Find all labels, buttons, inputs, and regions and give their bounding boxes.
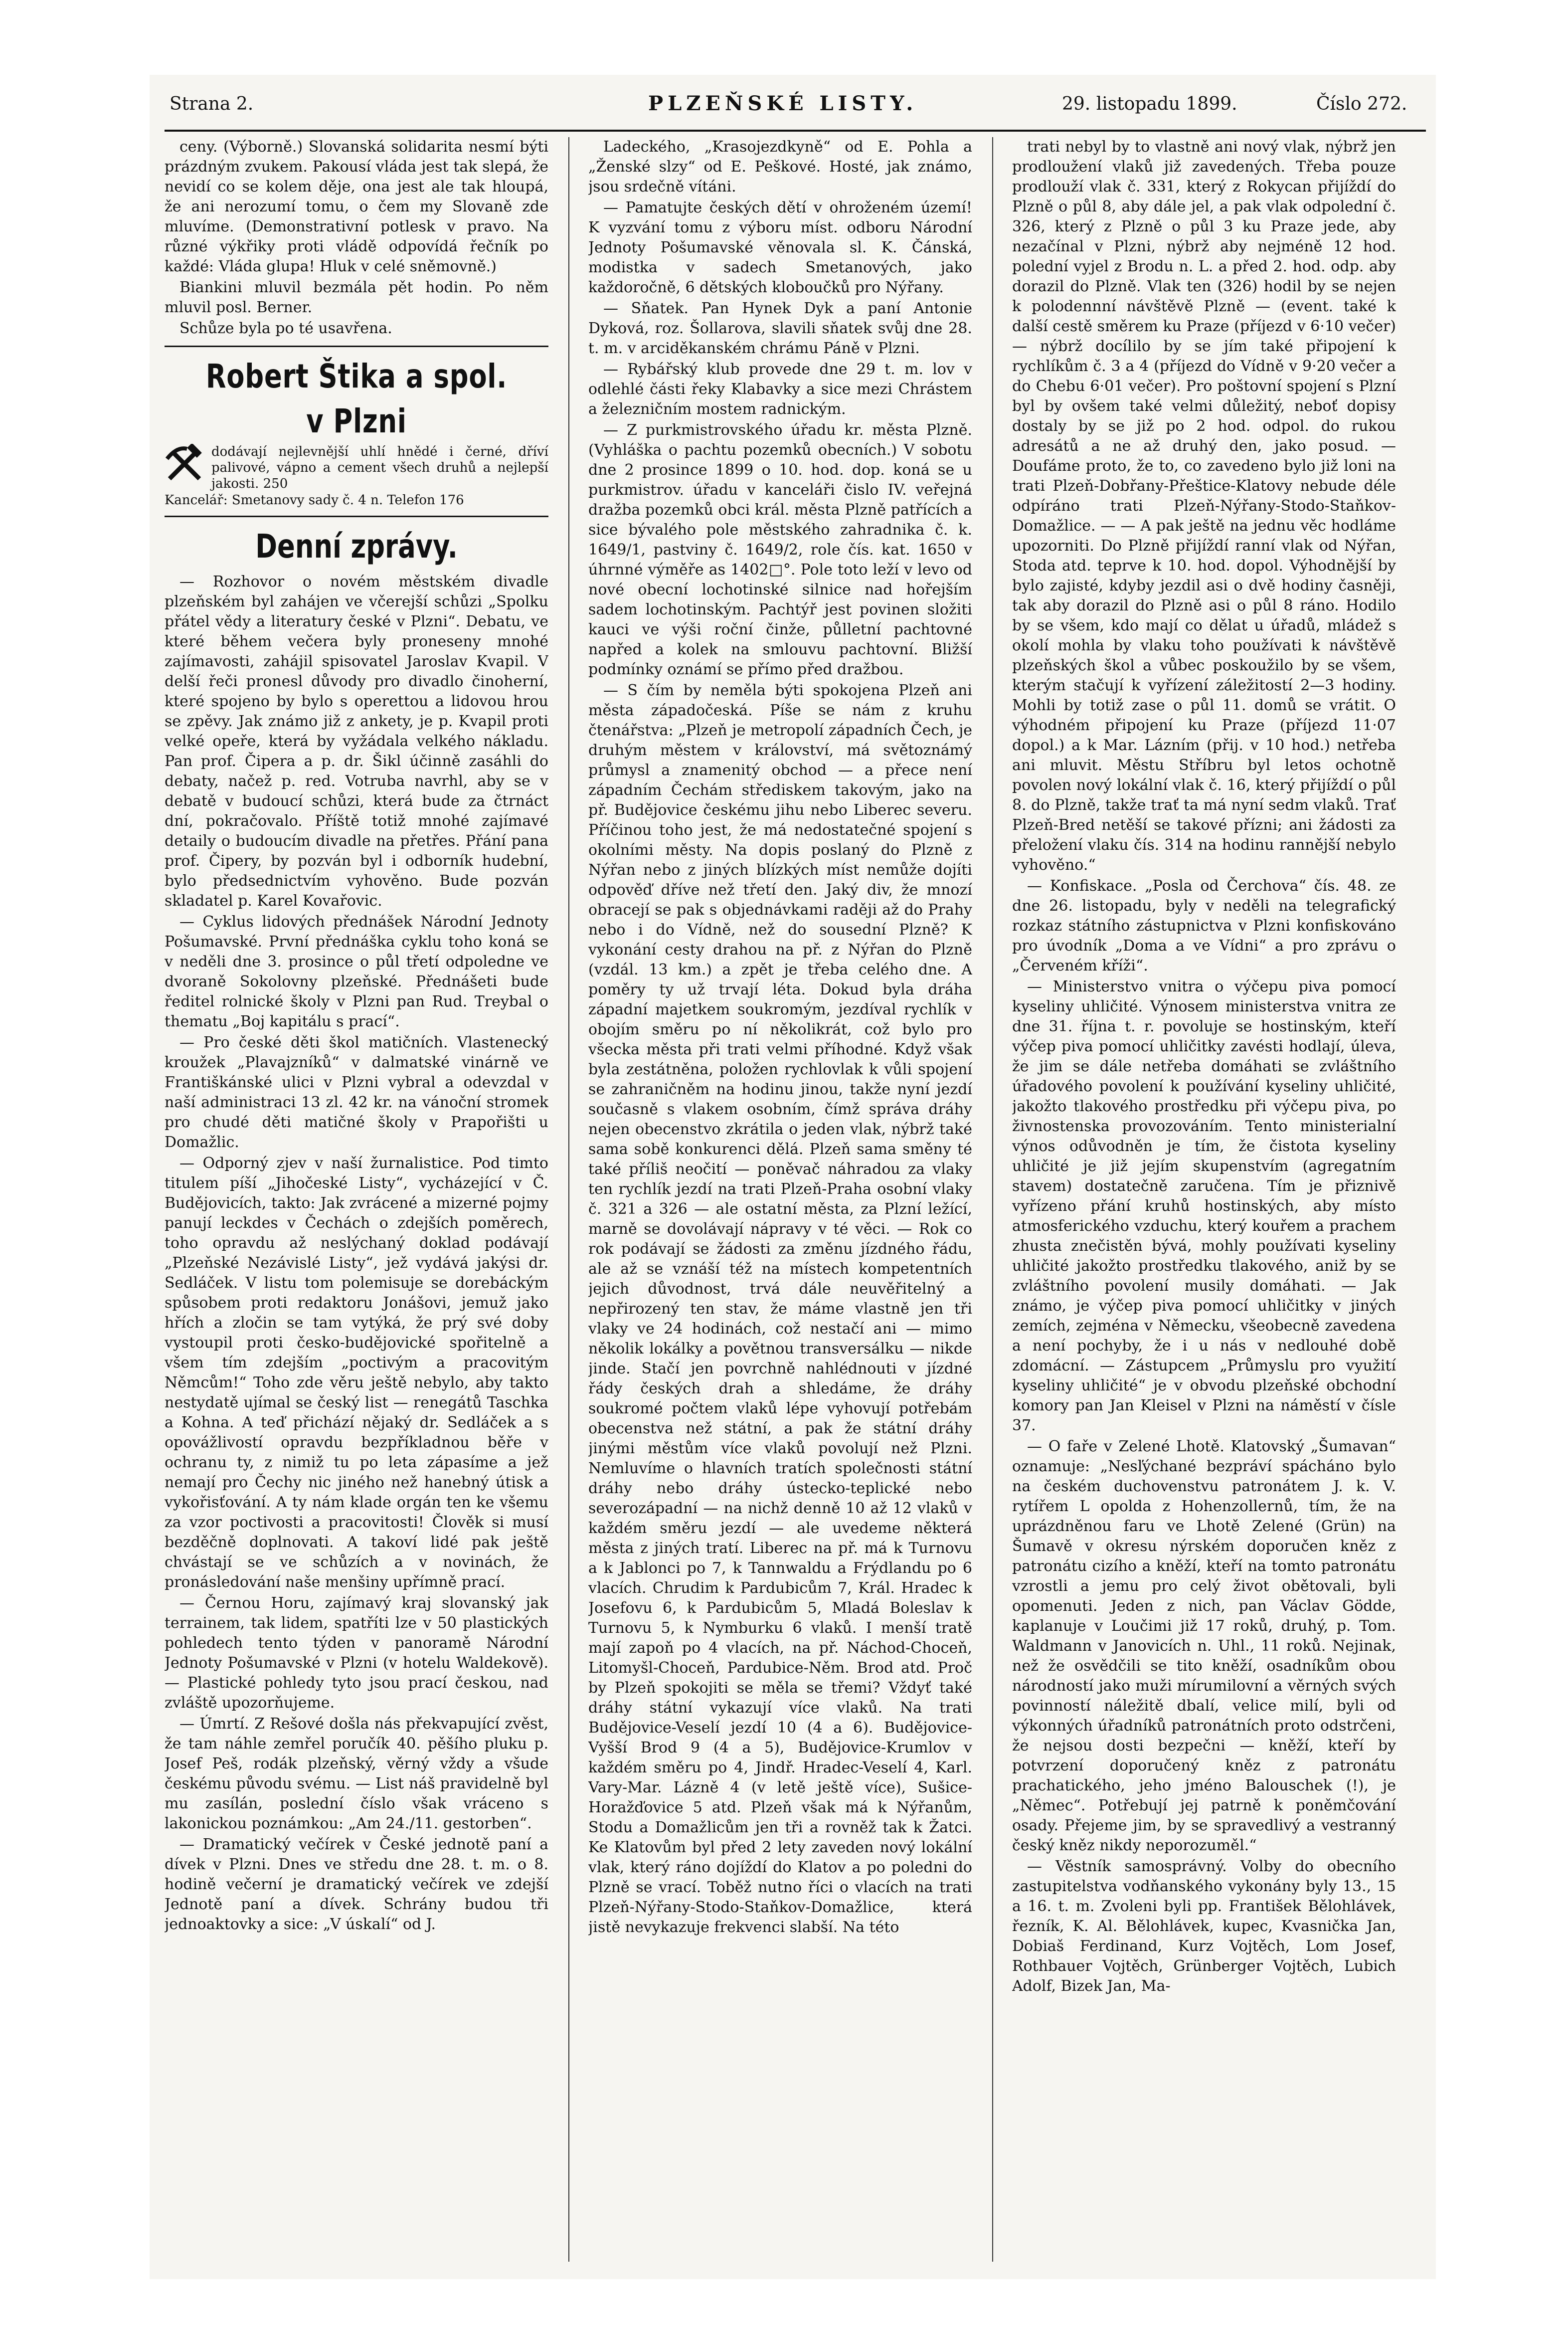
news-item: — S čím by neměla býti spokojena Plzeň ani města západočeská. Píše se nám z kruhu čtenářstva: „Plzeň je metropolí západních Čech, je druhým městem v království, má světoznámý průmysl a znamenitý obchod — a přece není západním Čechám střediskem takovým, jako na př. Budějovice českému jihu nebo Liberec severu. Příčinou toho jest, že má nedostatečné spojení s okolními městy. Na dopis poslaný do Plzně z Nýřan nebo z jiných blízkých míst nemůže dojíti odpověď dříve než třetí den. Jaký div, že mnozí obracejí se pak s objednávkami raději až do Prahy nebo i do Vídně, než do sousední Plzně? K vykonání cesty drahou na př. z Nýřan do Plzně (vzdál. 13 km.) a zpět je třeba celého dne. A poměry ty už trvají léta. Dokud byla dráha západní majetkem soukromým, jezdíval rychlík v obojím směru po ní několikrát, což bylo pro všecka města při trati velmi příhodné. Když však byla zestátněna, položen rychlovlak k vůli spojení se zahraničněm na hodinu jinou, takže nyní jezdí současně s vlakem osobním, čímž správa dráhy nejen obecenstvo zkrátila o jeden vlak, nýbrž také sama sobě konkurenci dělá. Plzeň sama směny té také příliš neočití — poněvač náhradou za vlaky ten rychlík jezdí na trati Plzeň-Praha osobní vlaky č. 321 a 326 — ale ostatní města, za Plzní ležící, marně se dovolávají nápravy v té věci. — Rok co rok podávají se žádosti za změnu jízdného řádu, ale až se vznáší též na místech kompetentních jejich důvodnost, trvá dále neuvěřitelný a nepřirozený ten stav, že máme vlastně jen tři vlaky ve 24 hodinách, což nestačí ani — mimo několik lokálky a povětnou transversálku — nikde jinde. Stačí jen povrchně nahlédnouti v jízdné řády českých drah a shledáme, že dráhy soukromé počtem vlaků lépe vyhovují potřebám obecenstva než státní, a pak že státní dráhy jinými městům více vlaků povolují než Plzni. Nemluvíme o hlavních tratích společnosti státní dráhy nebo dráhy ústecko-teplické nebo severozápadní — na nichž denně 10 až 12 vlaků v každém směru jezdí — ale uvedeme některá města z jiných tratí. Liberec na př. má k Turnovu a k Jablonci po 7, k Tannwaldu a Frýdlandu po 6 vlacích. Chrudim k Pardubicům 7, Král. Hradec k Josefovu 6, k Pardubicům 5, Mladá Boleslav k Turnovu 5, k Nymburku 6 vlaků. I menší tratě mají zapoň po 4 vlacích, na př. Náchod-Choceň, Litomyšl-Choceň, Pardubice-Něm. Brod atd. Proč by Plzeň spokojiti se měla se třemi? Vždyť také dráhy státní vykazují více vlaků. Na trati Budějovice-Veselí jezdí 10 (4 a 6). Budějovice-Vyšší Brod 9 (4 a 5), Budějovice-Krumlov v každém směru po 4, Jindř. Hradec-Veselí 4, Karl. Vary-Mar. Lázně 4 (v letě ještě více), Sušice-Horažďovice 5 atd. Plzeň však má k Nýřanům, Stodu a Domažlicům jen tři a rovněž tak k Žatci. Ke Klatovům byl před 2 lety zaveden nový lokální vlak, který ráno dojíždí do Klatov a po poledni do Plzně se vrací. Toběž nutno říci o vlacích na trati Plzeň-Nýřany-Stodo-Staňkov-Domažlice, která jistě nevykazuje frekvenci slabší. Na této [588,682,972,1936]
divider [165,346,548,347]
page-header [150,85,1436,120]
advertisement-text: dodávají nejlevnější uhlí hnědé i černé, dříví palivové, vápno a cement všech druhů a nejlepší jakosti. 250 [211,444,548,491]
column-1 [165,137,548,2262]
hammer-pick-icon [165,444,204,484]
column-divider [992,137,993,2262]
advertisement-body [165,444,548,492]
column-2 [588,137,972,2262]
article-text: Biankini mluvil bezmála pět hodin. Po něm mluvil posl. Berner. [165,279,548,316]
news-item: Ladeckého, „Krasojezdkyně“ od E. Pohla a „Ženské slzy“ od E. Peškové. Hosté, jak známo, jsou srdečně vítáni. [588,138,972,195]
advertisement-title: Robert Štika a spol. v Plzni [205,357,508,440]
column-3 [1012,137,1396,2262]
news-item: — Pamatujte českých dětí v ohroženém území! K vyzvání tomu z výboru míst. odboru Národní Jednoty Pošumavské věnovala sl. K. Čánská, modistka v sadech Smetanových, jako každoročně, 6 dětských kloboučků pro Nýřany. [588,199,972,296]
news-item: — Cyklus lidových přednášek Národní Jednoty Pošumavské. První přednáška cyklu toho koná se v neděli dne 3. prosince o půl třetí odpoledne ve dvoraně Sokolovny plzeňské. Přednášeti bude ředitel rolnické školy v Plzni pan Rud. Treybal o thematu „Boj kapitálu s prací“. [165,913,548,1030]
news-item: — Dramatický večírek v České jednotě paní a dívek v Plzni. Dnes ve středu dne 28. t. m. o 8. hodině večerní je dramatický večírek ve zdejší Jednotě paní a dívek. Schrány budou tři jednoaktovky a sice: „V úskalí“ od J. [165,1836,548,1933]
column-divider [568,137,569,2262]
page-label: Strana 2. [170,94,254,114]
news-item: — O faře v Zelené Lhotě. Klatovský „Šumavan“ oznamuje: „Nesľýchané bezpráví spácháno bylo na českém duchovenstvu patronátem J. k. V. rytířem L opolda z Hohenzollernů, tím, že na uprázdněnou faru ve Lhotě Zelené (Grün) na Šumavě v okresu nýrském doporučen kněz z patronátu cizího a kněží, kteří na tomto patronátu vzrostli a jemu pro celý život obětovali, byli opomenuti. Jeden z nich, pan Václav Gödde, kaplanuje v Loučimi již 17 roků, druhý, p. Tom. Waldmann v Janovicích n. Uhl., 11 roků. Nejinak, než že osvědčili se tito kněží, osadníkům obou národností jako muži mírumilovní a věrných svých povinností náležitě dbalí, velice milí, byli od výkonných úřadníků patronátních proto odstrčeni, že nejsou dosti bezpečni — kněží, kteří by potvrzení doporučený kněz z patronátu prachatického, jeho jméno Balouschek (!), je „Němec“. Potřebují jej patrně k poněmčování osady. Přejeme jim, by se spravedlivý a vestranný český kněz nikdy neporozuměl.“ [1012,1438,1396,1854]
news-item: — Rybářský klub provede dne 29 t. m. lov v odlehlé části řeky Klabavky a sice mezi Chrástem a železničním mostem radnickým. [588,361,972,418]
news-item: — Ministerstvo vnitra o výčepu piva pomocí kyseliny uhličité. Výnosem ministerstva vnitra ze dne 31. října t. r. povoluje se hostinským, kteří výčep piva pomocí uhličitky zavésti hodlají, úleva, že jim se dále netřeba domáhati se zvláštního úřadového povolení k používání kyseliny uhličité, jakožto tlakového prostředku při výčepu piva, po živnostenska provozováním. Tento ministerialní výnos odůvodněn je tím, že čistota kyseliny uhličité je již jejím skupenstvím (agregatním stavem) dostatečně zaručena. Tím je přiznivě vyřízeno přání kruhů hostinských, aby místo atmosferického vzduchu, který kouřem a prachem zhusta znečistěn bývá, mohly používati kyseliny uhličité jakožto prostředku tlakového, aniž by se zvláštního povolení musily domáhati. — Jak známo, je výčep piva pomocí uhličitky v jiných zemích, zejména v Německu, všeobecně zavedena a není pochyby, že i u nás v nedlouhé době zdomácní. — Zástupcem „Průmyslu pro využití kyseliny uhličité“ je v obvodu plzeňské obchodní komory pan Jan Kleisel v Plzni na náměstí v čísle 37. [1012,978,1396,1434]
issue-date: 29. listopadu 1899. [1062,94,1237,114]
article-text: ceny. (Výborně.) Slovanská solidarita nesmí býti prázdným zvukem. Pakousí vláda jest tak slepá, že nevidí co se kolem děje, ona jest ale tak hloupá, že ani nerozumí tomu, o čem my Slovaně zde mluvíme. (Demonstrativní potlesk v pravo. Na různé výkřiky proti vládě odpovídá řečník po každé: Vláda glupa! Hluk v celé sněmovně.) [165,138,548,275]
article-text: Schůze byla po té usavřena. [179,320,392,337]
section-title: Denní zprávy. [255,527,458,566]
advertisement-footer: Kancelář: Smetanovy sady č. 4 n. Telefon 176 [165,493,464,508]
news-item: — Z purkmistrovského úřadu kr. města Plzně. (Vyhláška o pachtu pozemků obecních.) V sobotu dne 2 prosince 1899 o 10. hod. dop. koná se u purkmistrov. úřadu v kanceláři čislo IV. veřejná dražba pozemků obci král. města Plzně patřících a sice bývalého pole městského zahradnika č. k. 1649/1, pastviny č. 1649/2, role čís. kat. 1650 v úhrnné výměře as 1402□°. Pole toto leží v levo od nové obecní lochotinské silnice nad hořejším sadem lochotinským. Pachtýř jest povinen složiti kauci ve výši roční činže, půlletní pachtovné napřed a kolek na smlouvu pachtovní. Bližší podmínky oznámí se přímo před dražbou. [588,421,972,678]
news-item: — Věstník samosprávný. Volby do obecního zastupitelstva vodňanského vykonány byly 13., 15 a 16. t. m. Zvoleni byli pp. František Bělohlávek, řezník, K. Al. Bělohlávek, kupec, Kvasnička Jan, Dobiaš Ferdinand, Kurz Vojtěch, Lom Josef, Rothbauer Vojtěch, Grünberger Vojtěch, Lubich Adolf, Bizek Jan, Ma- [1012,1858,1396,1995]
news-item: — Úmrtí. Z Rešové došla nás překvapující zvěst, že tam náhle zemřel poručík 40. pěšího pluku p. Josef Peš, rodák plzeňský, věrný vždy a všude českému původu svému. — List náš pravidelně byl mu zasílán, poslední číslo však vráceno s lakonickou poznámkou: „Am 24./11. gestorben“. [165,1715,548,1832]
news-item: — Sňatek. Pan Hynek Dyk a paní Antonie Dyková, roz. Šollarova, slavili sňatek svůj dne 28. t. m. v arciděkanském chrámu Páně v Plzni. [588,300,972,357]
divider [165,516,548,517]
news-item: — Pro české děti škol matičních. Vlastenecký kroužek „Plavajzníků“ v dalmatské vinárně ve Františkánské ulici v Plzni vybral a odevzdal v naší administraci 13 zl. 42 kr. na vánoční stromek pro chudé děti matičné školy v Prapořišti u Domažlic. [165,1034,548,1151]
news-item: — Rozhovor o novém městském divadle plzeňském byl zahájen ve včerejší schůzi „Spolku přátel vědy a literatury české v Plzni“. Debatu, ve které během večera byly proneseny mnohé zajímavosti, zahájil spisovatel Jaroslav Kvapil. V delší řeči pronesl důvody pro divadlo činoherní, které spojeno by bylo s operettou a lidovou hrou se zpěvy. Jak známo již z ankety, je p. Kvapil proti velké opeře, která by vyžádala velkého nákladu. Pan prof. Čipera a p. dr. Šikl účinně zasáhli do debaty, načež p. red. Votruba navrhl, aby se v debatě v budoucí schůzi, která bude za čtrnáct dní, pokračovalo. Příště totiž mnohé zajímavé detaily o budoucím divadle na přetřes. Přání pana prof. Čipery, by pozván byl i odborník hudební, bylo předsednictvím vyhověno. Bude pozván skladatel p. Karel Kovařovic. [165,573,548,910]
issue-number: Číslo 272. [1316,94,1407,114]
news-item: trati nebyl by to vlastně ani nový vlak, nýbrž jen prodloužení vlaků již zavedených. Třeba pouze prodlouží vlak č. 331, který z Rokycan přijíždí do Plzně o půl 8, aby dále jel, a pak vlak odpolední č. 326, který z Plzně o půl 3 ku Praze jede, aby nezačínal v Plzni, nýbrž aby nejméně 12 hod. polední vyjel z Brodu n. L. a před 2. hod. odp. aby dorazil do Plzně. Vlak ten (326) hodil by se nejen k polodennní návštěvě Plzně — (event. také k další cestě směrem ku Praze (příjezd v 6·10 večer) — nýbrž docílilo by se jím také připojení k rychlíkům č. 3 a 4 (příjezd do Vídně v 9·20 večer a do Chebu 6·01 večer). Pro poštovní spojení s Plzní byl by ovšem také velmi důležitý, neboť dopisy dostaly by se již po 2 hod. odpol. do rukou adresátů a ne až druhý den, jako posud. — Doufáme proto, že to, co zavedeno bylo již loni na trati Plzeň-Dobřany-Přeštice-Klatovy nebude déle odpíráno trati Plzeň-Nýřany-Stodo-Staňkov-Domažlice. — — A pak ještě na jednu věc hodláme upozorniti. Do Plzně přijíždí ranní vlak od Nýřan, Stoda atd. teprve k 10. hod. dopol. Výhodnější by bylo zajisté, kdyby jezdil asi o dvě hodiny časněji, tak aby dorazil do Plzně asi o půl 8 ráno. Hodilo by se všem, kdo mají co dělat u úřadů, mládež s okolí mohla by vlaku toho používati k návštěvě plzeňských škol a vůbec poskoužilo by se všem, kterým stačují k vyřízení záležitostí 2—3 hodiny. Mohli by totiž zase o půl 11. domů se vrátit. O výhodném připojení ku Praze (příjezd 11·07 dopol.) a k Mar. Lázním (přij. v 10 hod.) netřeba ani mluvit. Městu Stříbru byl letos ochotně povolen nový lokální vlak č. 16, který přijíždí o půl 8. do Plzně, takže trať ta má nyní sedm vlaků. Trať Plzeň-Bred netěší se takové přízni; ani žádosti za přeložení vlaku čís. 314 na hodinu rannější nebylo vyhověno.“ [1012,138,1396,874]
news-item: — Černou Horu, zajímavý kraj slovanský jak terrainem, tak lidem, spatříti lze v 50 plastických pohledech tento týden v panoramě Národní Jednoty Pošumavské v Plzni (v hotelu Waldekově). — Plastické pohledy tyto jsou prací českou, nad zvláště upozorňujeme. [165,1594,548,1712]
news-item: — Konfiskace. „Posla od Čerchova“ čís. 48. ze dne 26. listopadu, byly v neděli na telegrafický rozkaz státního zástupnictva v Plzni konfiskováno pro úvodník „Doma a ve Vídni“ a pro zprávu o „Červeném kříži“. [1012,877,1396,974]
masthead-title: PLZEŇSKÉ LISTY. [648,92,918,115]
header-rule [165,130,1426,132]
newspaper-page [150,75,1436,2279]
news-item: — Odporný zjev v naší žurnalistice. Pod timto titulem píší „Jihočeské Listy“, vycházející v Č. Budějovicích, takto: Jak zvrácené a mizerné pojmy panují leckdes v Čechách o zdejších poměrech, toho opravdu až neslýchaný doklad podávají „Plzeňské Nezávislé Listy“, jež vydává jakýsi dr. Sedláček. V listu tom polemisuje se dorebáckým spůsobem proti redaktoru Jonášovi, jemuž jako hřích a zločin se tam vytýká, že prý své doby vystoupil proti česko-budějovické spořitelně a všem tím zdejším „poctivým a pracovitým Němcům!“ Toho zde věru ještě nebylo, aby takto nestydatě ujímal se český list — renegátů Taschka a Kohna. A teď přichází nějaký dr. Sedláček a s opovážlivostí opravdu bezpříkladnou běře v ochranu ty, z nimiž tu po leta zápasíme a jež nemají pro Čechy nic jiného než hanebný útisk a vykořisťování. A ty nám klade orgán ten ke všemu za vzor poctivosti a pracovitosti! Člověk si musí bezděčně doplnovati. A takoví lidé pak ještě chvástají se ve schůzích a v novinách, že pronásledování naše menšiny upřímně prací. [165,1155,548,1591]
